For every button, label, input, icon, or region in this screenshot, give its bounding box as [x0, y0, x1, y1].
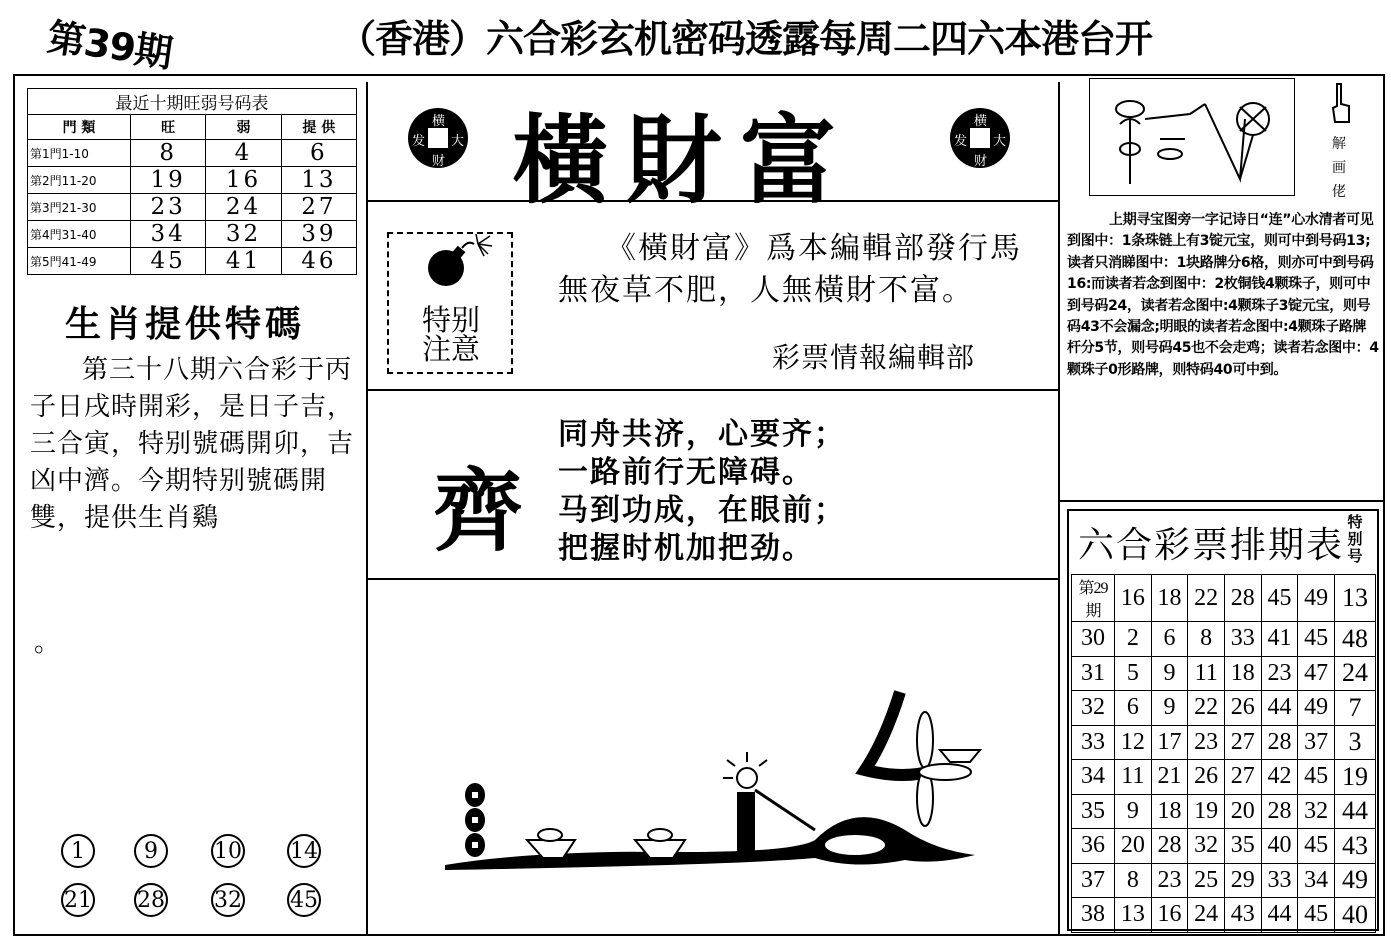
special-number: 43 — [1335, 829, 1376, 864]
issue-number: 第39期 — [44, 14, 175, 76]
special-number: 48 — [1335, 622, 1376, 657]
hot-number: 34 — [131, 221, 206, 248]
draw-number: 41 — [1261, 622, 1298, 657]
offer-number: 13 — [281, 167, 356, 194]
period-cell: 30 — [1072, 622, 1115, 657]
period-cell: 37 — [1072, 863, 1115, 898]
zodiac-number: 28 — [134, 883, 168, 917]
row-label: 第1門1-10 — [28, 140, 131, 167]
period-cell: 第29期 — [1072, 575, 1115, 622]
special-number: 24 — [1335, 656, 1376, 691]
table-row — [28, 167, 357, 194]
draw-number: 45 — [1298, 622, 1335, 657]
divider-hint — [1060, 500, 1385, 502]
bomb-icon — [424, 234, 496, 290]
period-cell: 35 — [1072, 794, 1115, 829]
zodiac-number: 32 — [211, 883, 245, 917]
offer-number: 39 — [281, 221, 356, 248]
table-header: 提 供 — [281, 115, 356, 140]
draw-number: 13 — [1115, 898, 1152, 933]
cold-number: 16 — [206, 167, 281, 194]
zodiac-number: 14 — [287, 834, 321, 868]
draw-number: 33 — [1224, 622, 1261, 657]
draw-number: 26 — [1188, 760, 1225, 795]
table-header: 門 類 — [28, 115, 131, 140]
draw-number: 16 — [1151, 898, 1188, 933]
draw-number: 23 — [1188, 725, 1225, 760]
poem-line: 同舟共济，心要齐； — [558, 417, 846, 452]
divider-notice — [368, 389, 1058, 391]
draw-number: 6 — [1115, 691, 1152, 726]
table-row — [1072, 656, 1376, 691]
draw-number: 9 — [1151, 656, 1188, 691]
zodiac-number: 21 — [61, 883, 95, 917]
table-row — [28, 194, 357, 221]
draw-number: 27 — [1224, 760, 1261, 795]
schedule-table — [1071, 574, 1376, 933]
table-row — [1072, 898, 1376, 933]
hot-number: 23 — [131, 194, 206, 221]
draw-number: 32 — [1188, 829, 1225, 864]
special-number: 3 — [1335, 725, 1376, 760]
draw-number: 12 — [1115, 725, 1152, 760]
notice-label: 特别 注意 — [421, 303, 480, 366]
draw-number: 28 — [1224, 575, 1261, 622]
treasure-picture — [435, 680, 995, 880]
zodiac-text: 第三十八期六合彩于丙子日戌時開彩，是日子吉，三合寅，特别號碼開卯，吉凶中濟。今期特别號碼開雙，提供生肖鷄 — [30, 355, 355, 533]
table-row — [28, 221, 357, 248]
special-number: 49 — [1335, 863, 1376, 898]
period-cell: 31 — [1072, 656, 1115, 691]
period-cell: 38 — [1072, 898, 1115, 933]
draw-number: 8 — [1188, 622, 1225, 657]
draw-number: 47 — [1298, 656, 1335, 691]
draw-number: 9 — [1151, 691, 1188, 726]
hint-picture — [1090, 79, 1296, 197]
period-cell: 32 — [1072, 691, 1115, 726]
hot-number: 8 — [131, 140, 206, 167]
draw-number: 23 — [1261, 656, 1298, 691]
special-number: 40 — [1335, 898, 1376, 933]
special-number: 7 — [1335, 691, 1376, 726]
slogan-big-char: 齊 — [433, 458, 523, 564]
draw-number: 9 — [1115, 794, 1152, 829]
table-row — [1072, 691, 1376, 726]
zodiac-tail: 。 — [34, 628, 61, 658]
draw-number: 21 — [1151, 760, 1188, 795]
draw-number: 18 — [1151, 794, 1188, 829]
table-row — [1072, 829, 1376, 864]
cold-number: 4 — [206, 140, 281, 167]
draw-number: 25 — [1188, 863, 1225, 898]
draw-number: 19 — [1188, 794, 1225, 829]
divider-left — [366, 82, 368, 934]
row-label: 第3門21-30 — [28, 194, 131, 221]
draw-number: 28 — [1151, 829, 1188, 864]
table-row — [1072, 760, 1376, 795]
draw-number: 11 — [1188, 656, 1225, 691]
poem-line: 一路前行无障碍。 — [558, 455, 814, 490]
draw-number: 35 — [1224, 829, 1261, 864]
draw-number: 45 — [1298, 898, 1335, 933]
hot-cold-table — [27, 88, 357, 275]
draw-number: 20 — [1224, 794, 1261, 829]
draw-number: 45 — [1261, 575, 1298, 622]
decode-label: 解 画 佬 — [1332, 136, 1346, 200]
zodiac-number: 1 — [61, 834, 95, 868]
draw-number: 5 — [1115, 656, 1152, 691]
zodiac-number: 45 — [287, 883, 321, 917]
zodiac-number: 9 — [134, 834, 168, 868]
draw-number: 20 — [1115, 829, 1152, 864]
offer-number: 27 — [281, 194, 356, 221]
table-row — [1072, 622, 1376, 657]
zodiac-title: 生肖提供特碼 — [65, 304, 306, 345]
special-number: 44 — [1335, 794, 1376, 829]
draw-number: 42 — [1261, 760, 1298, 795]
draw-number: 49 — [1298, 691, 1335, 726]
table-row — [1072, 794, 1376, 829]
period-cell: 34 — [1072, 760, 1115, 795]
draw-number: 27 — [1224, 725, 1261, 760]
poem-line: 把握时机加把劲。 — [558, 531, 814, 566]
slogan-poem — [558, 416, 846, 568]
editor-credit: 彩票情報編輯部 — [772, 341, 976, 374]
draw-number: 44 — [1261, 898, 1298, 933]
draw-number: 43 — [1224, 898, 1261, 933]
draw-number: 24 — [1188, 898, 1225, 933]
page-headline: （香港）六合彩玄机密码透露每周二四六本港台开 — [338, 17, 1153, 61]
table-row — [28, 248, 357, 275]
draw-number: 28 — [1261, 725, 1298, 760]
cold-number: 32 — [206, 221, 281, 248]
table-row — [28, 140, 357, 167]
table-header: 弱 — [206, 115, 281, 140]
draw-number: 45 — [1298, 829, 1335, 864]
hot-number: 19 — [131, 167, 206, 194]
coin-icon: 横 大 财 发 — [950, 108, 1010, 168]
brand-title: 橫財富 — [512, 104, 854, 217]
schedule-title: 六合彩票排期表 — [1078, 525, 1345, 566]
row-label: 第5門41-49 — [28, 248, 131, 275]
hot-number: 45 — [131, 248, 206, 275]
draw-number: 17 — [1151, 725, 1188, 760]
pointing-hand-icon — [1327, 82, 1355, 126]
draw-number: 16 — [1115, 575, 1152, 622]
draw-number: 44 — [1261, 691, 1298, 726]
cold-number: 41 — [206, 248, 281, 275]
offer-number: 6 — [281, 140, 356, 167]
draw-number: 34 — [1298, 863, 1335, 898]
draw-number: 22 — [1188, 575, 1225, 622]
table-header: 旺 — [131, 115, 206, 140]
draw-number: 49 — [1298, 575, 1335, 622]
draw-number: 32 — [1298, 794, 1335, 829]
intro-text: 《橫財富》爲本編輯部發行馬無夜草不肥，人無橫財不富。 — [558, 231, 1022, 308]
poem-line: 马到功成，在眼前； — [558, 493, 846, 528]
zodiac-number: 10 — [211, 834, 245, 868]
table-row — [1072, 725, 1376, 760]
offer-number: 46 — [281, 248, 356, 275]
draw-number: 18 — [1224, 656, 1261, 691]
special-number: 19 — [1335, 760, 1376, 795]
draw-number: 26 — [1224, 691, 1261, 726]
draw-number: 22 — [1188, 691, 1225, 726]
draw-number: 8 — [1115, 863, 1152, 898]
row-label: 第4門31-40 — [28, 221, 131, 248]
hint-picture-box — [1089, 78, 1295, 196]
period-cell: 36 — [1072, 829, 1115, 864]
draw-number: 6 — [1151, 622, 1188, 657]
cold-number: 24 — [206, 194, 281, 221]
coin-icon: 横 大 财 发 — [408, 108, 468, 168]
draw-number: 11 — [1115, 760, 1152, 795]
table-row — [1072, 575, 1376, 622]
table-caption: 最近十期旺弱号码表 — [28, 89, 357, 115]
draw-number: 23 — [1151, 863, 1188, 898]
draw-number: 33 — [1261, 863, 1298, 898]
draw-number: 28 — [1261, 794, 1298, 829]
period-cell: 33 — [1072, 725, 1115, 760]
draw-number: 45 — [1298, 760, 1335, 795]
draw-number: 40 — [1261, 829, 1298, 864]
divider-right — [1058, 82, 1060, 934]
special-number: 13 — [1335, 575, 1376, 622]
hint-text: 上期寻宝图旁一字记诗日“连”心水清者可见到图中：1条珠链上有3锭元宝，则可中到号码13;读者只消睇图中：1块路牌分6格，则亦可中到号码16:而读者若念到图中：2枚铜钱4颗珠子，则可中到号码24，读者若念图中:4颗珠子3锭元宝，则号码43不会漏念;明眼的读者若念图中:4颗珠子路牌杆分5节，则号码45也不会走鸡；读者若念图中：4颗珠子0形路牌，则特码40可中到。 — [1067, 212, 1379, 378]
row-label: 第2門11-20 — [28, 167, 131, 194]
special-number-label: 特 别 号 — [1347, 513, 1363, 565]
divider-slogan — [368, 578, 1058, 580]
draw-number: 2 — [1115, 622, 1152, 657]
draw-number: 18 — [1151, 575, 1188, 622]
draw-number: 37 — [1298, 725, 1335, 760]
draw-number: 29 — [1224, 863, 1261, 898]
table-row — [1072, 863, 1376, 898]
